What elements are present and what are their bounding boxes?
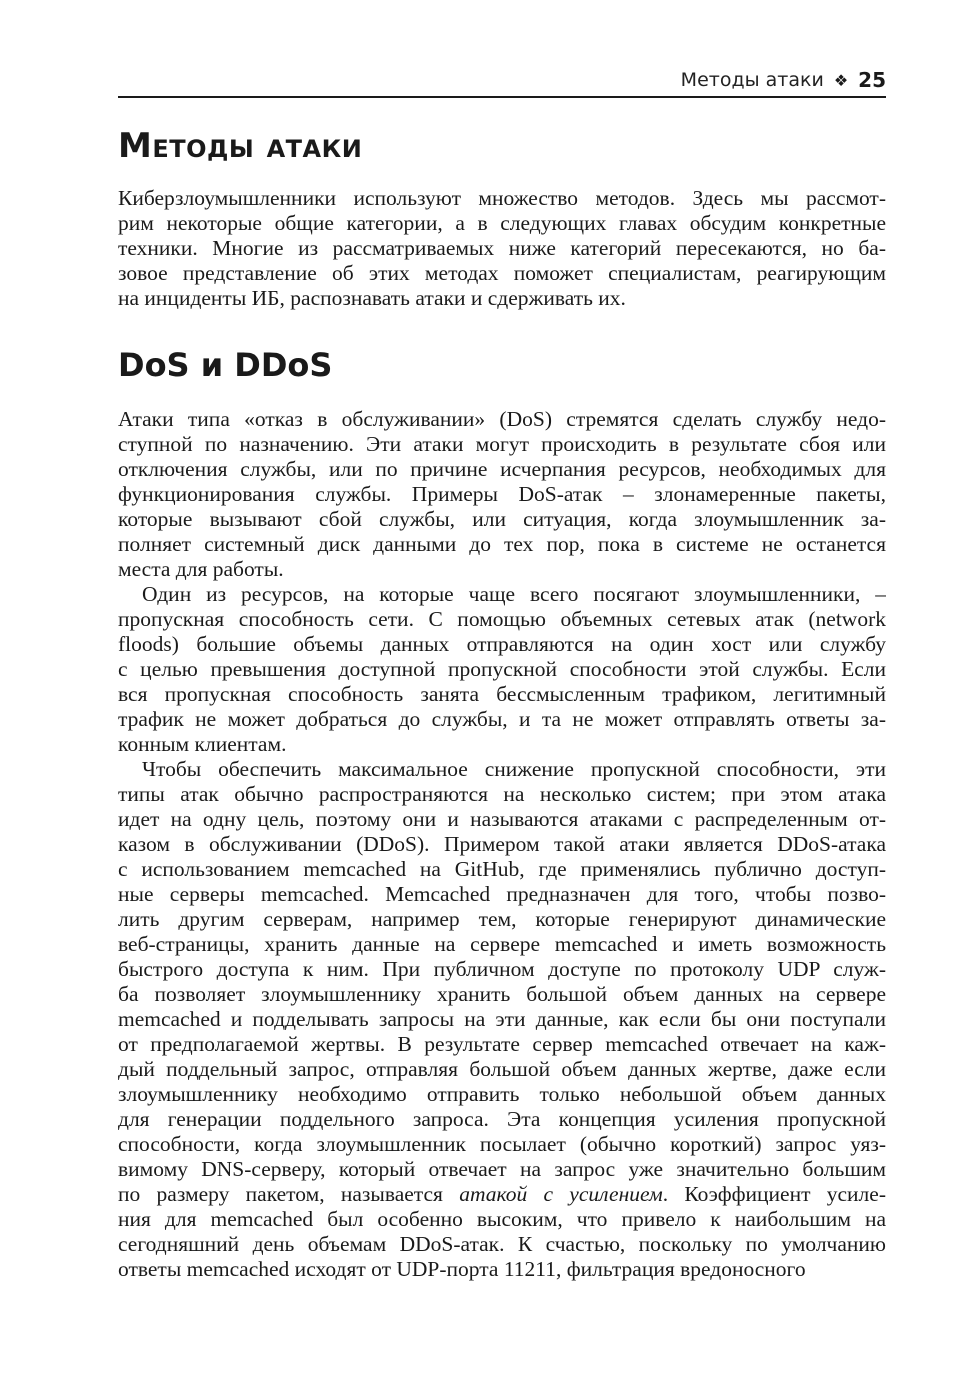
text-line: для генерации поддельного запроса. Эта концепция усиления пропускной	[118, 1107, 886, 1131]
text-line: функционирования службы. Примеры DoS-атак – злонамеренные пакеты,	[118, 482, 886, 506]
running-header	[118, 66, 886, 98]
running-header-text	[681, 68, 886, 92]
text-line: трафик не может добраться до службы, и та не может отправлять ответы за-	[118, 707, 886, 731]
text-segment: . Коэффициент усиле-	[662, 1182, 886, 1206]
running-title: Методы атаки	[680, 69, 824, 91]
text-line: от предполагаемой жертвы. В результате сервер memcached отвечает на каж-	[118, 1032, 886, 1056]
text-line: идет на одну цель, поэтому они и называются атаками с распределенным от-	[118, 807, 886, 831]
text-line: ные серверы memcached. Memcached предназначен для того, чтобы позво-	[118, 882, 886, 906]
page-number: 25	[858, 68, 886, 92]
text-line: ба позволяет злоумышленнику хранить большой объем данных на сервере	[118, 982, 886, 1006]
text-line	[118, 1182, 886, 1207]
text-line: отключения службы, или по причине исчерпания ресурсов, необходимых для	[118, 457, 886, 481]
text-line: с целью превышения доступной пропускной способности этой службы. Если	[118, 657, 886, 681]
text-line: ступной по назначению. Эти атаки могут происходить в результате сбоя или	[118, 432, 886, 456]
text-line: на инциденты ИБ, распознавать атаки и сдерживать их.	[118, 286, 626, 310]
text-line: вимому DNS-серверу, который отвечает на запрос уже значительно большим	[118, 1157, 886, 1181]
text-line: казом в обслуживании (DDoS). Примером такой атаки является DDoS-атака	[118, 832, 886, 856]
text-line: конным клиентам.	[118, 732, 287, 756]
paragraph	[118, 407, 886, 582]
ornament-icon: ❖	[833, 70, 849, 90]
text-line: Киберзлоумышленники используют множество методов. Здесь мы рассмот-	[118, 186, 886, 210]
subsection-title: DoS и DDoS	[118, 346, 333, 384]
text-line: пропускная способность сети. С помощью объемных сетевых атак (network	[118, 607, 886, 631]
text-line: злоумышленнику необходимо отправить только небольшой объем данных	[118, 1082, 886, 1106]
text-line: способности, когда злоумышленник посылает (обычно короткий) запрос уяз-	[118, 1132, 886, 1156]
section-title: Методы атаки	[118, 126, 363, 166]
text-segment: по размеру пакетом, называется	[118, 1182, 460, 1206]
text-line: рим некоторые общие категории, а в следующих главах обсудим конкретные	[118, 211, 886, 235]
text-line: ответы memcached исходят от UDP-порта 11211, фильтрация вредоносного	[118, 1257, 806, 1281]
text-line: Один из ресурсов, на которые чаще всего посягают злоумышленники, –	[142, 582, 886, 606]
text-line: дый поддельный запрос, отправляя большой объем данных жертве, даже если	[118, 1057, 886, 1081]
text-line: ния для memcached был особенно высоким, что привело к наибольшим на	[118, 1207, 886, 1231]
text-line: memcached и подделывать запросы на эти данные, как если бы они поступали	[118, 1007, 886, 1031]
text-line: веб-страницы, хранить данные на сервере memcached и иметь возможность	[118, 932, 886, 956]
text-line: техники. Многие из рассматриваемых ниже категорий пересекаются, но ба-	[118, 236, 886, 260]
text-line: зовое представление об этих методах поможет специалистам, реагирующим	[118, 261, 886, 285]
text-line: floods) большие объемы данных отправляются на один хост или службу	[118, 632, 886, 656]
text-line: Чтобы обеспечить максимальное снижение пропускной способности, эти	[142, 757, 886, 781]
text-line: типы атак обычно распространяются на несколько систем; при этом атака	[118, 782, 886, 806]
text-line: Атаки типа «отказ в обслуживании» (DoS) стремятся сделать службу недо-	[118, 407, 886, 431]
text-line: полняет системный диск данными до тех пор, пока в системе не останется	[118, 532, 886, 556]
text-line: быстрого доступа к ним. При публичном доступе по протоколу UDP служ-	[118, 957, 886, 981]
text-line: вся пропускная способность занята бессмысленным трафиком, легитимный	[118, 682, 886, 706]
text-line: места для работы.	[118, 557, 284, 581]
paragraph	[118, 582, 886, 757]
text-line: с использованием memcached на GitHub, где применялись публично доступ-	[118, 857, 886, 881]
paragraph	[118, 186, 886, 311]
text-line: сегодняшний день объемам DDoS-атак. К счастью, поскольку по умолчанию	[118, 1232, 886, 1256]
text-line: лить другим серверам, например тем, которые генерируют динамические	[118, 907, 886, 931]
paragraph	[118, 757, 886, 1282]
italic-term: атакой с усилением	[459, 1182, 663, 1206]
text-line: которые вызывают сбой службы, или ситуация, когда злоумышленник за-	[118, 507, 886, 531]
